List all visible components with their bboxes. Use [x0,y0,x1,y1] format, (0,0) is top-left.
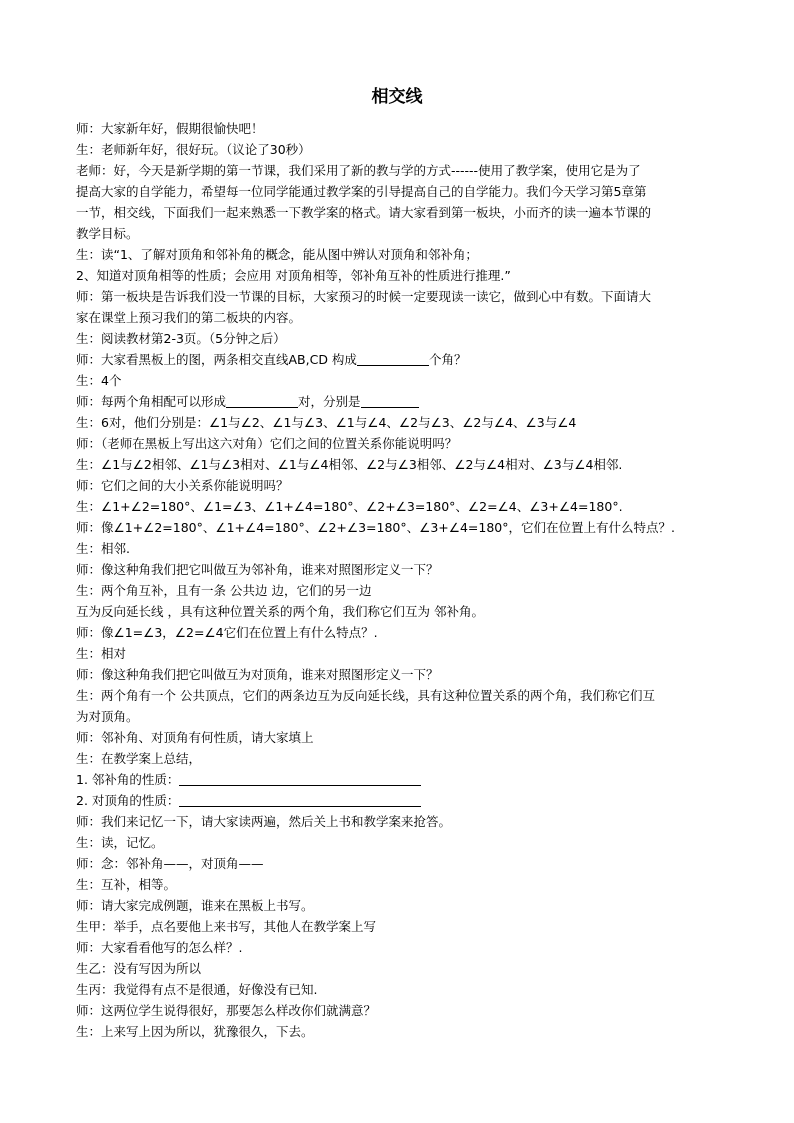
fill-in-blank [179,792,421,807]
text-line [76,769,724,790]
text-line: 生：在教学案上总结， [76,751,202,766]
text-line: 师：这两位学生说得很好，那要怎么样改你们就满意？ [76,1003,377,1018]
text-segment: 个角？ [428,352,467,367]
text-segment: 对，分别是 [298,394,361,409]
fill-in-blank [226,393,298,408]
text-line: 一节，相交线，下面我们一起来熟悉一下教学案的格式。请大家看到第一板块，小而齐的读一遍本节课的 [76,205,652,220]
text-segment: 师：每两个角相配可以形成 [76,394,227,409]
text-line: 生：4个 [76,373,122,388]
fill-in-blank [357,351,429,366]
text-line: 老师：好，今天是新学期的第一节课，我们采用了新的教与学的方式------使用了教学案，使用它是为了 [76,163,641,178]
text-line: 生：相邻. [76,541,130,556]
text-line: 生：读，记忆。 [76,835,164,850]
text-line: 为对顶角。 [76,709,139,724]
text-segment: 1. 邻补角的性质： [76,772,180,787]
text-line: 师：像∠1=∠3，∠2=∠4它们在位置上有什么特点？. [76,625,378,640]
text-line: 生：∠1+∠2=180°、∠1=∠3、∠1+∠4=180°、∠2+∠3=180°、∠2=∠4、∠3+∠4=180°. [76,499,623,514]
text-segment: 2. 对顶角的性质： [76,793,180,808]
text-line [76,790,724,811]
text-line [76,349,724,370]
text-line: 师：念：邻补角——，对顶角—— [76,856,264,871]
text-segment: 师：大家看黑板上的图，两条相交直线AB,CD 构成 [76,352,357,367]
text-line [76,391,724,412]
document-body [76,118,724,1042]
text-line: 生乙：没有写因为所以 [76,961,202,976]
text-line: 师：它们之间的大小关系你能说明吗？ [76,478,289,493]
text-line: 生：6对，他们分别是：∠1与∠2、∠1与∠3、∠1与∠4、∠2与∠3、∠2与∠4、∠3与∠4 [76,415,577,430]
text-line: 生：读“1、了解对顶角和邻补角的概念，能从图中辨认对顶角和邻补角； [76,247,478,262]
text-line: 生：两个角互补，且有一条 公共边 边，它们的另一边 [76,583,372,598]
text-line: 师：像∠1+∠2=180°、∠1+∠4=180°、∠2+∠3=180°、∠3+∠4=180°，它们在位置上有什么特点？. [76,520,675,535]
text-line: 生：上来写上因为所以，犹豫很久，下去。 [76,1024,314,1039]
text-line: 互为反向延长线 ，具有这种位置关系的两个角，我们称它们互为 邻补角。 [76,604,484,619]
text-line: 生：∠1与∠2相邻、∠1与∠3相对、∠1与∠4相邻、∠2与∠3相邻、∠2与∠4相对、∠3与∠4相邻. [76,457,623,472]
text-line: 师：像这种角我们把它叫做互为对顶角，谁来对照图形定义一下？ [76,667,439,682]
text-line: 师：我们来记忆一下，请大家读两遍，然后关上书和教学案来抢答。 [76,814,452,829]
text-line: 师：第一板块是告诉我们没一节课的目标，大家预习的时候一定要现读一读它，做到心中有数。下面请大 [76,289,652,304]
text-line: 师：请大家完成例题，谁来在黑板上书写。 [76,898,314,913]
text-line: 生甲：举手，点名要他上来书写，其他人在教学案上写 [76,919,377,934]
text-line: 生：相对 [76,646,127,661]
text-line: 生：两个角有一个 公共顶点，它们的两条边互为反向延长线，具有这种位置关系的两个角，我们称它们互 [76,688,655,703]
text-line: 师：邻补角、对顶角有何性质，请大家填上 [76,730,314,745]
text-line: 2、知道对顶角相等的性质；会应用 对顶角相等，邻补角互补的性质进行推理.” [76,268,511,283]
text-line: 师：大家新年好，假期很愉快吧！ [76,121,264,136]
text-line: 教学目标。 [76,226,139,241]
fill-in-blank [179,771,421,786]
document-title: 相交线 [371,87,423,107]
text-line: 师：大家看看他写的怎么样？. [76,940,243,955]
text-line: 生丙：我觉得有点不是很通，好像没有已知. [76,982,318,997]
text-line: 生：阅读教材第2-3页。（5分钟之后） [76,331,286,346]
text-line: 师：像这种角我们把它叫做互为邻补角，谁来对照图形定义一下？ [76,562,439,577]
fill-in-blank [361,393,419,408]
text-line: 提高大家的自学能力，希望每一位同学能通过教学案的引导提高自己的自学能力。我们今天学习第5章第 [76,184,647,199]
text-line: 生：互补，相等。 [76,877,177,892]
text-line: 生：老师新年好，很好玩。（议论了30秒） [76,142,311,157]
text-line: 师：（老师在黑板上写出这六对角）它们之间的位置关系你能说明吗？ [76,436,458,451]
text-line: 家在课堂上预习我们的第二板块的内容。 [76,310,302,325]
